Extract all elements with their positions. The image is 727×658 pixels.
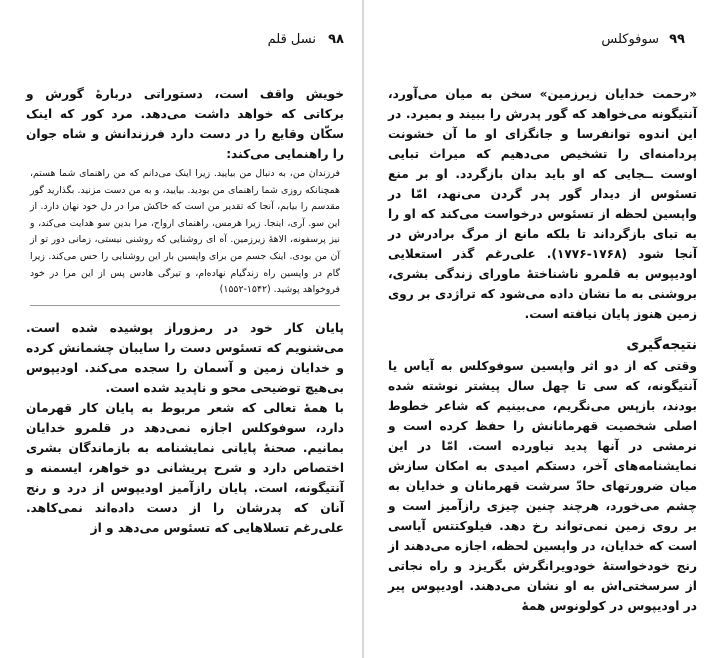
left-paragraph-1: خویش واقف است، دستوراتی دربارهٔ گورش و برکاتی که خواهد داشت می‌دهد. مرد کور که اینک سکّان وقایع را در دست دارد فرزندانش و شاه جوان را راهنمایی می‌کند:: [26, 87, 344, 161]
page-number: ۹۸: [328, 32, 344, 47]
right-paragraph-1: «رحمت خدایان زیرزمین» سخن به میان می‌آورد، آنتیگونه می‌خواهد که گور پدرش را ببیند و بمیرد. در این اندوه توانفرسا و جانگزای او ما آن خشونت پردامنه‌ای را تشخیص می‌دهیم که میراث تبایی اوست ــجایی که او باید بدان بازگردد. او بر منع تسئوس از دیدار گور پدر گردن می‌نهد، امّا در واپسین لحظه از تسئوس درخواست می‌کند که او را به تبای بازگرداند تا بلکه مانع از مرگ برادرش در آنجا شود (۱۷۶۸-۱۷۷۶). علی‌رغم گذر استعلایی اودیپوس به قلمرو ناشناختهٔ ماورای زندگی بشری، بروشنی به ما نشان داده می‌شود که تراژدی بر روی زمین هنوز پایان نیافته است.: [388, 87, 697, 321]
page-gutter: [362, 0, 364, 658]
section-heading: نتیجه‌گیری: [626, 337, 697, 353]
right-paragraph-1-container: [388, 84, 697, 324]
left-paragraph-2: پایان کار خود در رمزوراز پوشیده شده است. می‌شنویم که تسئوس دست را سایبان چشمانش کرده و خدایان زمین و آسمان را سجده می‌کند. اودیپوس بی‌هیچ توضیحی محو و ناپدید شده است.: [26, 320, 344, 395]
page-number: ۹۹: [669, 32, 685, 47]
left-paragraph-3: با همهٔ تعالی که شعر مربوط به پایان کار قهرمان دارد، سوفوکلس اجازه نمی‌دهد در قلمرو خدایان بمانیم. صحنهٔ پایانی نمایشنامه به بازماندگان بشری اختصاص دارد و شرح پریشانی دو خواهر، ایسمنه و آنتیگونه، است. پایان رازآمیز اودیپوس از درد و رنج آنان که پدرشان را از دست داده‌اند نمی‌کاهد. علی‌رغم تسلاهایی که تسئوس می‌دهد و از: [26, 400, 344, 535]
right-paragraph-2: وقتی که از دو اثر واپسین سوفوکلس به آیاس یا آنتیگونه، که سی تا چهل سال پیشتر نوشته شده بودند، بازپس می‌نگریم، می‌بینیم که شاعر خطوط اصلی شخصیت قهرمانانش را حفظ کرده است و نرمشی در آنها پدید نیاورده است. امّا در این نمایشنامه‌های آخر، دستکم امیدی به امکان سازش میان ضرورتهای حادّ سرشت قهرمانان و خدایان به چشم می‌خورد، هرچند چنین چیزی رازآمیز است و بر روی زمین نمی‌تواند رخ دهد. فیلوکتتس آیاسی است که خدایان، در واپسین لحظه، اجازه می‌دهند از رنج خودخواستهٔ خودویرانگرش بگریزد و راه نجاتی از سرسختی‌اش به او نشان می‌دهند. اودیپوس پیر در اودیپوس در کولونوس همهٔ: [388, 359, 697, 613]
block-quote: فرزندان من، به دنبال من بیایید. زیرا اینک می‌دانم که من راهنمای شما هستم، همچنانکه روزی شما راهنمای من بودید. بیایید، و به من دست مزنید. بگذارید گور مقدسم را بیابم، آنجا که تقدیر من است که خاکش مرا در دل خود نهان دارد. از این سو. آری، اینجا. زیرا هرمس، راهنمای ارواح، مرا بدین سو هدایت می‌کند، و نیز پرسفونه، الاههٔ زیرزمین. آه ای روشنایی که روشنی نیستی، زمانی دور تو از آن من بودی. اینک جسم من برای واپسین بار این روشنایی را حس می‌کند. زیرا گام در واپسین راه زندگیام نهاده‌ام، و تیرگی هادس پس از این مرا در خود فروخواهد پوشید. (۱۵۴۲-۱۵۵۲): [30, 166, 340, 306]
running-title: سوفوکلس: [601, 32, 659, 47]
right-page: [366, 0, 727, 658]
left-page-header: [26, 32, 344, 56]
left-page: [0, 0, 362, 658]
running-title: نسل قلم: [267, 32, 316, 47]
right-page-header: [388, 32, 697, 56]
right-paragraph-2-container: [388, 356, 697, 616]
left-paragraph-1-container: [26, 84, 344, 164]
left-body-continued: [26, 318, 344, 538]
